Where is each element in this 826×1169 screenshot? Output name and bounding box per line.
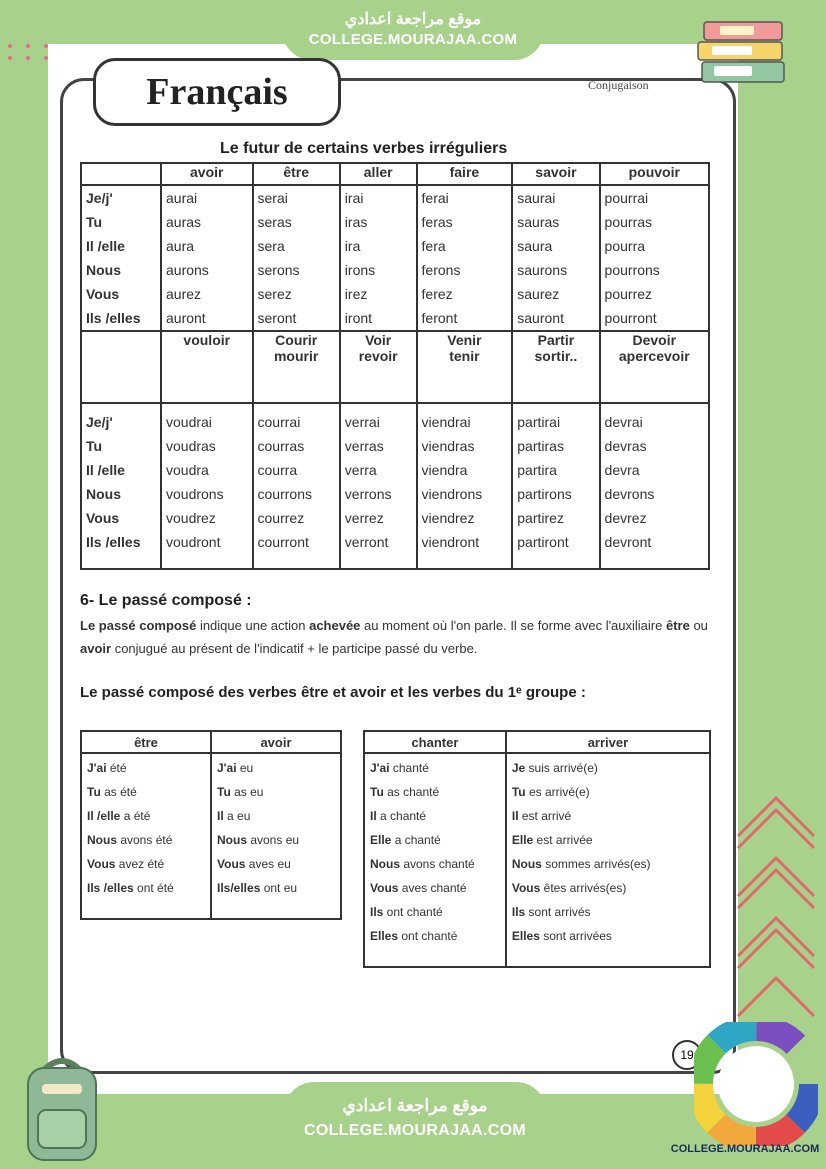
corner-site-label: COLLEGE.MOURAJAA.COM (670, 1143, 820, 1155)
site-logo-icon (694, 1022, 818, 1146)
table-cell: Ils /elles (86, 310, 141, 326)
table-cell: sera (257, 238, 285, 254)
table-cell: devrons (604, 486, 655, 502)
table-cell: devra (604, 462, 640, 478)
table-cell: seront (257, 310, 297, 326)
verb-header: avoir (211, 731, 341, 753)
table-cell: pourrai (604, 190, 649, 206)
verb-header: être (81, 731, 211, 753)
table-cell: irons (344, 262, 376, 278)
table-cell: Il /elle (86, 462, 125, 478)
table-cell: devront (604, 534, 652, 550)
verb-header: avoir (161, 163, 253, 185)
futur-body-row-2 (81, 410, 709, 569)
chanter-arriver-table (363, 730, 711, 968)
table-cell: fera (421, 238, 446, 254)
conjugation-column (253, 410, 340, 569)
table-cell: courras (257, 438, 305, 454)
verb-header (512, 331, 599, 403)
definition-part: conjugué au présent de l'indicatif + le participe passé du verbe. (111, 641, 478, 656)
table-cell: verrons (344, 486, 392, 502)
table-cell: pourront (604, 310, 657, 326)
table-cell: serons (257, 262, 300, 278)
table-cell: devras (604, 438, 647, 454)
futur-body-row (81, 185, 709, 331)
table-cell: viendront (421, 534, 480, 550)
table-cell: partirez (517, 510, 564, 526)
table-cell: aurai (166, 190, 198, 206)
table-cell: sauras (517, 214, 560, 230)
table-cell: J'ai été (87, 761, 127, 775)
table-cell: devrez (604, 510, 647, 526)
table-cell: Elle est arrivée (511, 833, 593, 847)
table-cell: saurez (517, 286, 560, 302)
definition-part: achevée (309, 618, 361, 633)
verb-header-line: Courir (275, 332, 318, 348)
table-cell: Je/j' (86, 414, 113, 430)
table-cell: Ils /elles ont été (87, 881, 174, 895)
table-cell: courront (257, 534, 309, 550)
table-cell: viendrez (421, 510, 475, 526)
verb-header-line: vouloir (183, 332, 231, 348)
table-cell: irai (344, 190, 364, 206)
table-cell: serai (257, 190, 288, 206)
verb-header: pouvoir (600, 163, 709, 185)
conjugation-column (253, 185, 340, 331)
footer-arabic: موقع مراجعة اعدادي (342, 1096, 488, 1115)
table-cell: Vous aves eu (217, 857, 291, 871)
section-label: Conjugaison (588, 78, 649, 92)
futur-table (80, 162, 710, 570)
table-cell: ferons (421, 262, 461, 278)
table-cell: Vous (86, 510, 120, 526)
page-number: 19 (672, 1040, 702, 1070)
table-cell: Elles ont chanté (370, 929, 458, 943)
table-cell: Nous avons eu (217, 833, 300, 847)
table-cell: Il est arrivé (511, 809, 572, 823)
header-site-link[interactable]: COLLEGE.MOURAJAA.COM (308, 31, 518, 48)
verb-header (161, 331, 253, 403)
header-banner[interactable] (282, 0, 544, 60)
table-cell: iras (344, 214, 368, 230)
table-cell: partirai (517, 414, 561, 430)
pronoun-header (81, 331, 161, 403)
table-cell: courrai (257, 414, 301, 430)
conjugation-column (506, 753, 710, 967)
definition-part: Le passé composé (80, 618, 197, 633)
definition-part: être (665, 618, 690, 633)
conjugation-column (600, 185, 709, 331)
verb-header: arriver (506, 731, 710, 753)
table-cell: viendras (421, 438, 475, 454)
definition-part: indique une action (196, 618, 310, 633)
table-cell: Nous (86, 262, 121, 278)
table-cell: Je suis arrivé(e) (511, 761, 598, 775)
table-cell: voudra (166, 462, 209, 478)
table-cell: Ils/elles ont eu (217, 881, 298, 895)
table-cell: seras (257, 214, 292, 230)
table-cell: viendrons (421, 486, 483, 502)
table-cell: partira (517, 462, 557, 478)
table-cell: J'ai eu (217, 761, 254, 775)
table-cell: Tu as été (87, 785, 137, 799)
table-cell: verrai (344, 414, 380, 430)
table-cell: Il /elle (86, 238, 125, 254)
table-cell: partiront (517, 534, 569, 550)
verb-header-line: Voir (365, 332, 392, 348)
conjugation-column (364, 753, 506, 967)
table-cell: aurez (166, 286, 202, 302)
table-cell: Nous sommes arrivés(es) (511, 857, 651, 871)
table-cell: pourrez (604, 286, 653, 302)
table-cell: voudront (166, 534, 221, 550)
conjugation-column (340, 185, 417, 331)
table-cell: Vous aves chanté (370, 881, 467, 895)
table-cell: voudrez (166, 510, 216, 526)
definition-part: au moment où l'on parle. Il se forme avec l'auxiliaire (360, 618, 666, 633)
etre-avoir-table (80, 730, 342, 920)
futur-header-row (81, 163, 709, 185)
verb-header-line: mourir (273, 348, 319, 364)
conjugation-column (417, 410, 513, 569)
verb-header: être (253, 163, 340, 185)
table-cell: Il a chanté (370, 809, 427, 823)
table-cell: voudrons (166, 486, 224, 502)
table-cell: Elles sont arrivées (511, 929, 612, 943)
table-cell: serez (257, 286, 292, 302)
table-cell: Je/j' (86, 190, 113, 206)
table-cell: Vous (86, 286, 120, 302)
conjugation-column (81, 753, 211, 919)
table-cell: courrez (257, 510, 305, 526)
table-cell: partirons (517, 486, 572, 502)
footer-banner[interactable] (284, 1082, 546, 1169)
header-arabic: موقع مراجعة اعدادي (344, 11, 482, 28)
table-cell: Tu (86, 214, 103, 230)
conjugation-column (417, 185, 513, 331)
table-cell: feras (421, 214, 453, 230)
pronoun-column (81, 410, 161, 569)
table-cell: saurai (517, 190, 556, 206)
table-cell: voudrai (166, 414, 212, 430)
table-cell: Nous avons été (87, 833, 173, 847)
table-cell: viendra (421, 462, 468, 478)
table-cell: Tu as chanté (370, 785, 440, 799)
table-cell: devrai (604, 414, 643, 430)
table-cell: ferez (421, 286, 453, 302)
verb-header-line: revoir (358, 348, 398, 364)
table-cell: pourra (604, 238, 646, 254)
backpack-icon (14, 1050, 110, 1166)
table-cell: pourras (604, 214, 653, 230)
table-cell: viendrai (421, 414, 471, 430)
pronoun-header (81, 163, 161, 185)
verb-header (340, 331, 417, 403)
table-cell: voudras (166, 438, 216, 454)
verb-header-line: sortir.. (534, 348, 578, 364)
verb-header (600, 331, 709, 403)
conjugation-column (512, 185, 599, 331)
page-title: Français (93, 58, 341, 126)
verb-header (417, 331, 513, 403)
table-cell: verrez (344, 510, 384, 526)
table-cell: Il a eu (217, 809, 251, 823)
conjugation-column (340, 410, 417, 569)
table-cell: sauront (517, 310, 564, 326)
verb-header-line: Devoir (632, 332, 677, 348)
conjugation-column (600, 410, 709, 569)
table-cell: pourrons (604, 262, 660, 278)
chevron-up-icon (732, 790, 820, 1030)
table-cell: irez (344, 286, 368, 302)
table-cell: Il /elle a été (87, 809, 151, 823)
definition-part: avoir (80, 641, 112, 656)
table-cell: ira (344, 238, 361, 254)
passe-compose-title: 6- Le passé composé : (80, 592, 252, 609)
table-cell: courrons (257, 486, 312, 502)
table-cell: Tu es arrivé(e) (511, 785, 590, 799)
table-cell: Tu (86, 438, 103, 454)
table-cell: Vous êtes arrivés(es) (511, 881, 627, 895)
definition-part: ou (689, 618, 708, 633)
table-cell: Vous avez été (87, 857, 165, 871)
table-cell: verra (344, 462, 377, 478)
verb-header: faire (417, 163, 513, 185)
conjugation-column (161, 410, 253, 569)
pronoun-column (81, 185, 161, 331)
verb-header: chanter (364, 731, 506, 753)
conjugation-column (161, 185, 253, 331)
table-cell: Nous (86, 486, 121, 502)
verb-header (253, 331, 340, 403)
table-cell: iront (344, 310, 373, 326)
verb-header-line: Venir (447, 332, 482, 348)
table-cell: saura (517, 238, 553, 254)
verb-header: savoir (512, 163, 599, 185)
verb-header: aller (340, 163, 417, 185)
footer-site-link[interactable]: COLLEGE.MOURAJAA.COM (304, 1122, 526, 1139)
table-cell: Tu as eu (217, 785, 264, 799)
books-icon (690, 14, 794, 94)
verb-header-line: Partir (537, 332, 575, 348)
table-cell: Elle a chanté (370, 833, 441, 847)
table-cell: aura (166, 238, 195, 254)
table-cell: auras (166, 214, 202, 230)
table-cell: saurons (517, 262, 568, 278)
table-cell: Nous avons chanté (370, 857, 475, 871)
table-cell: J'ai chanté (370, 761, 429, 775)
conjugation-column (211, 753, 341, 919)
table-cell: verras (344, 438, 384, 454)
table-cell: verront (344, 534, 389, 550)
verb-header-line: tenir (449, 348, 480, 364)
conjugation-column (512, 410, 599, 569)
futur-title: Le futur de certains verbes irréguliers (220, 140, 508, 157)
table-cell: Ils sont arrivés (511, 905, 591, 919)
table-cell: ferai (421, 190, 449, 206)
passe-compose-subtitle: Le passé composé des verbes être et avoir et les verbes du 1ᵉ groupe : (80, 684, 586, 701)
passe-compose-definition (80, 614, 712, 660)
table-cell: auront (166, 310, 206, 326)
table-cell: feront (421, 310, 458, 326)
table-cell: Ils /elles (86, 534, 141, 550)
table-cell: courra (257, 462, 298, 478)
verb-header-line: apercevoir (618, 348, 690, 364)
table-cell: Ils ont chanté (370, 905, 443, 919)
table-cell: partiras (517, 438, 564, 454)
table-cell: aurons (166, 262, 209, 278)
futur-header-row-2 (81, 331, 709, 403)
